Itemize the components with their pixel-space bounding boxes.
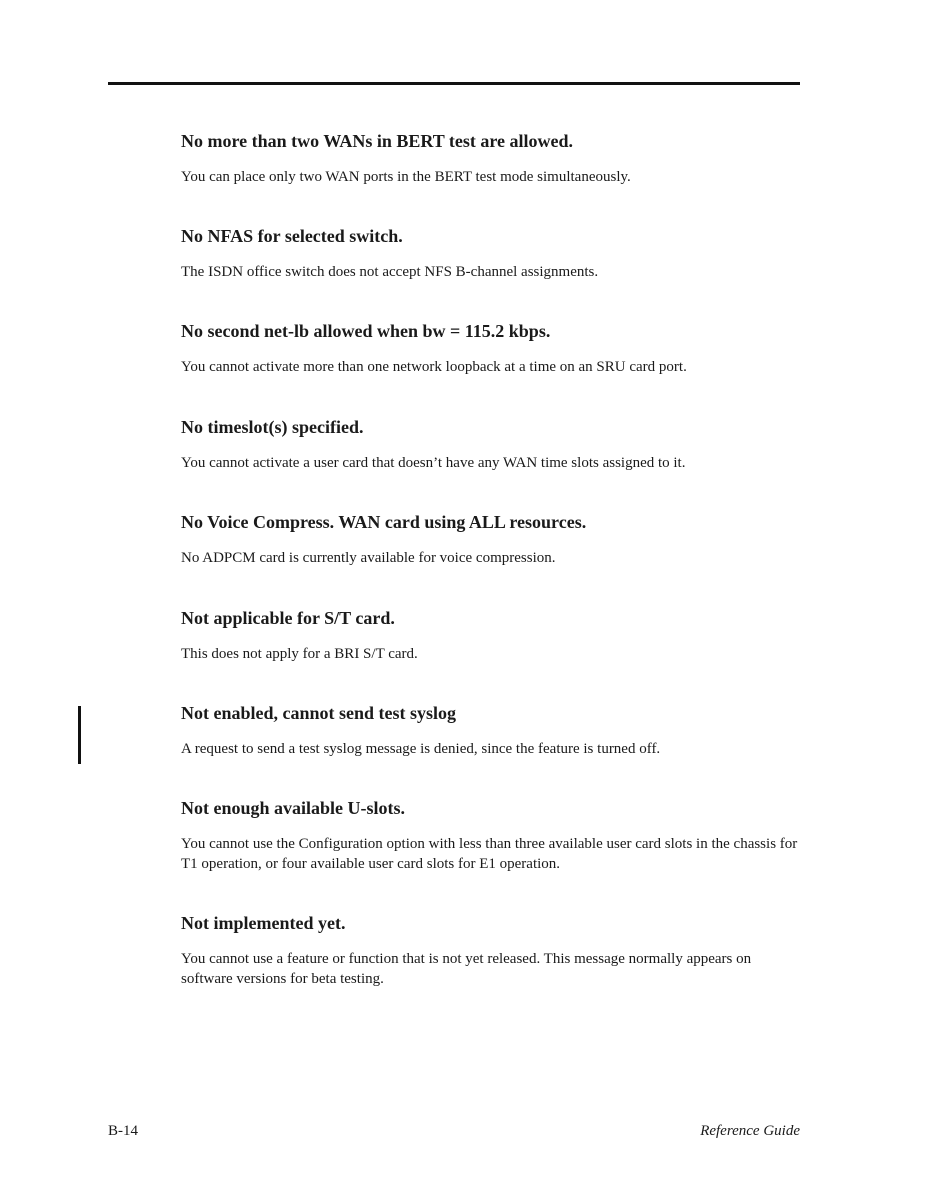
message-description: You cannot activate a user card that doesn’t have any WAN time slots assigned to it. xyxy=(181,455,686,471)
message-entry xyxy=(181,702,801,759)
message-title: No NFAS for selected switch. xyxy=(181,226,403,246)
message-title: Not enabled, cannot send test syslog xyxy=(181,703,457,723)
message-entry xyxy=(181,416,801,473)
message-entry xyxy=(181,130,801,187)
message-description: This does not apply for a BRI S/T card. xyxy=(181,646,418,662)
message-title: Not applicable for S/T card. xyxy=(181,608,395,628)
message-title: No more than two WANs in BERT test are allowed. xyxy=(181,131,574,151)
message-title: No second net-lb allowed when bw = 115.2 kbps. xyxy=(181,321,551,341)
page-number: B-14 xyxy=(108,1123,138,1139)
guide-title: Reference Guide xyxy=(700,1123,800,1139)
message-entry xyxy=(181,607,801,664)
change-bar xyxy=(78,706,81,764)
message-title: Not enough available U-slots. xyxy=(181,798,406,818)
message-title: No Voice Compress. WAN card using ALL resources. xyxy=(181,512,587,532)
message-title: Not implemented yet. xyxy=(181,913,346,933)
message-title: No timeslot(s) specified. xyxy=(181,417,364,437)
message-description: You cannot use the Configuration option with less than three available user card slots in the chassis for T1 operation, or four available user card slots for E1 operation. xyxy=(181,836,798,872)
message-entry xyxy=(181,511,801,568)
message-entry xyxy=(181,912,801,989)
message-description: You cannot use a feature or function that is not yet released. This message normally appears on software versions for beta testing. xyxy=(181,951,752,987)
message-description: The ISDN office switch does not accept NFS B-channel assignments. xyxy=(181,264,599,280)
message-description: You cannot activate more than one network loopback at a time on an SRU card port. xyxy=(181,359,687,375)
message-description: A request to send a test syslog message is denied, since the feature is turned off. xyxy=(181,741,661,757)
message-description: No ADPCM card is currently available for voice compression. xyxy=(181,550,556,566)
header-rule xyxy=(108,82,800,85)
message-entry xyxy=(181,225,801,282)
message-description: You can place only two WAN ports in the BERT test mode simultaneously. xyxy=(181,169,631,185)
message-entry xyxy=(181,797,801,874)
message-entry xyxy=(181,320,801,377)
